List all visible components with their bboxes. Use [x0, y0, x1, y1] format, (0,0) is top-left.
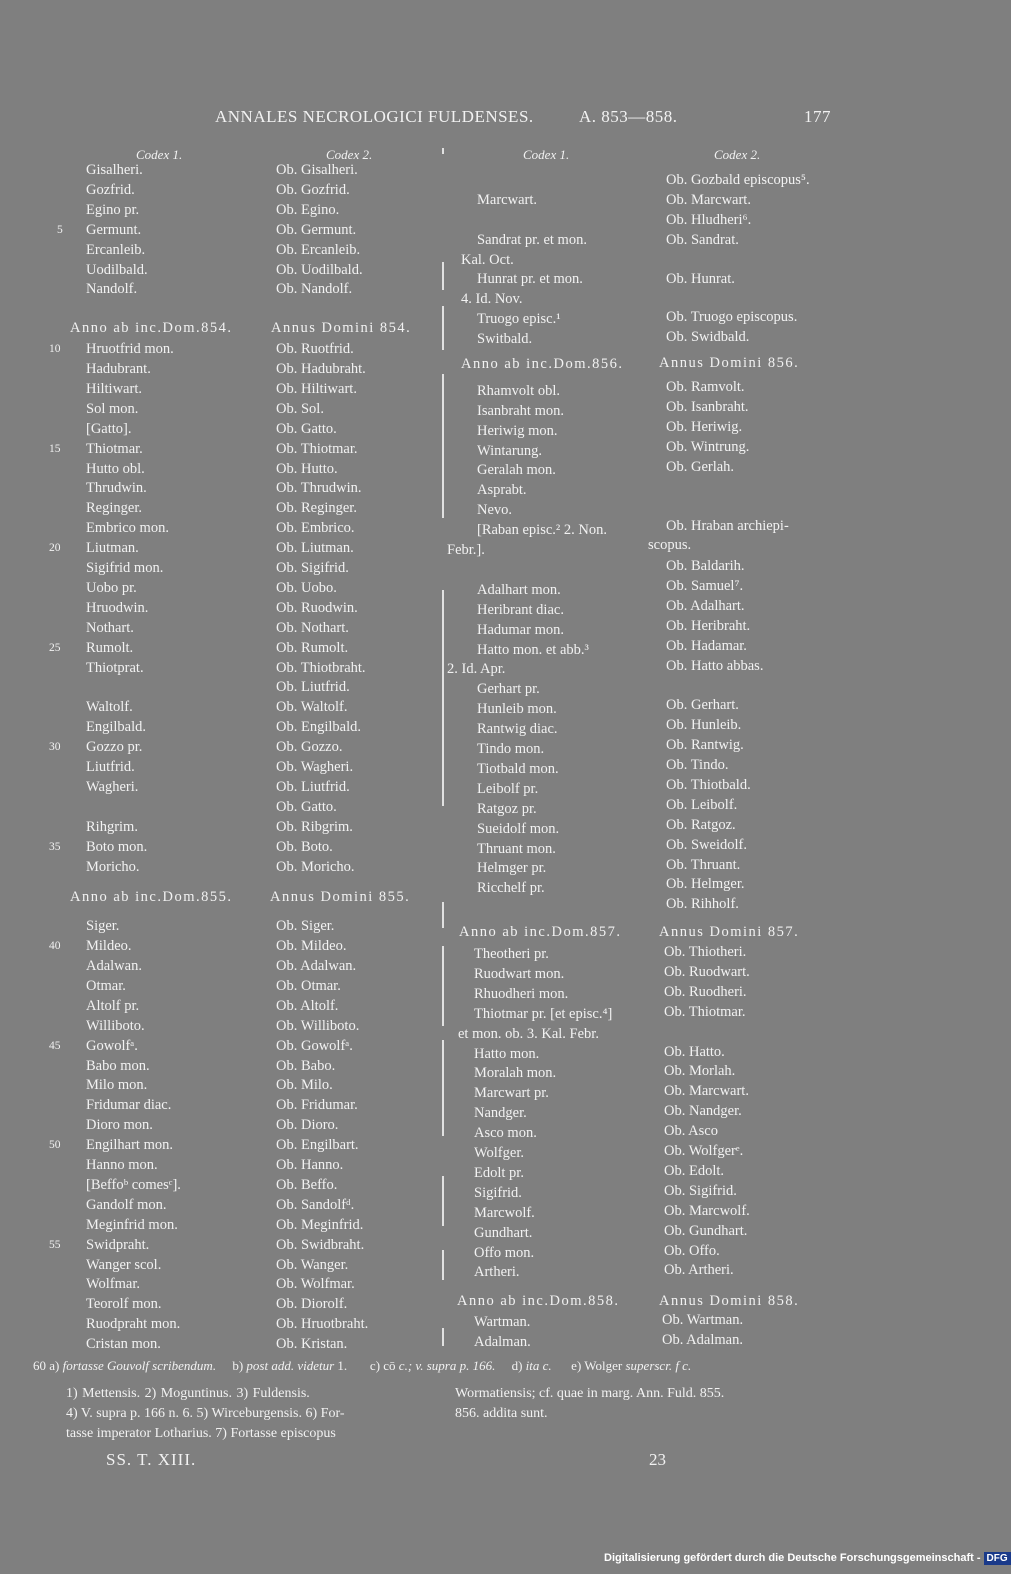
left-codex1-entry: Fridumar diac. [86, 1097, 172, 1113]
right-codex1-entry: 2. Id. Apr. [447, 661, 506, 677]
left-section-heading-codex2: Annus Domini 854. [271, 320, 412, 336]
left-codex2-entry: Ob. Thrudwin. [276, 480, 362, 496]
left-codex1-entry: Mildeo. [86, 938, 132, 954]
right-codex2-entry: Ob. Sweidolf. [666, 837, 747, 853]
right-codex2-entry: Ob. Morlah. [664, 1063, 736, 1079]
left-codex2-entry: Ob. Embrico. [276, 520, 355, 536]
note-right-line-2: 856. addita sunt. [455, 1406, 548, 1421]
year-range: A. 853—858. [579, 107, 678, 126]
right-codex2-entry: Ob. Asco [664, 1123, 718, 1139]
right-codex1-entry: Hatto mon. [474, 1046, 540, 1062]
left-codex1-entry: Hadubrant. [86, 361, 151, 377]
left-codex1-entry: Reginger. [86, 500, 142, 516]
right-codex2-entry: Ob. Adalhart. [666, 598, 745, 614]
right-codex1-entry: Heriwig mon. [477, 423, 558, 439]
left-codex2-entry: Ob. Thiotmar. [276, 441, 358, 457]
right-codex2-entry: scopus. [648, 537, 692, 553]
right-section-heading-codex1: Anno ab inc.Dom.857. [459, 924, 622, 940]
left-codex2-entry: Ob. Gozzo. [276, 739, 343, 755]
right-codex2-entry: Ob. Sandrat. [666, 232, 739, 248]
left-codex1-entry: Babo mon. [86, 1058, 150, 1074]
right-codex2-entry: Ob. Hatto. [664, 1044, 725, 1060]
left-codex2-entry: Ob. Hiltiwart. [276, 381, 357, 397]
left-codex1-entry: Hruotfrid mon. [86, 341, 174, 357]
left-codex1-entry: Ruodpraht mon. [86, 1316, 181, 1332]
right-codex2-entry: Ob. Adalman. [662, 1332, 743, 1348]
right-codex2-entry: Ob. Wintrung. [666, 439, 750, 455]
left-codex2-entry: Ob. Ruodwin. [276, 600, 358, 616]
left-codex1-entry: Hruodwin. [86, 600, 149, 616]
left-codex1-entry: Siger. [86, 918, 120, 934]
right-codex1-entry: Hatto mon. et abb.³ [477, 642, 589, 658]
right-codex2-entry: Ob. Ruodheri. [664, 984, 747, 1000]
right-codex1-entry: Isanbraht mon. [477, 403, 564, 419]
right-codex1-entry: Rantwig diac. [477, 721, 558, 737]
column-divider [442, 1328, 444, 1346]
right-codex1-entry: Ratgoz pr. [477, 801, 537, 817]
right-codex2-entry: Ob. Offo. [664, 1243, 720, 1259]
left-codex2-entry: Ob. Liutfrid. [276, 679, 350, 695]
right-codex1-entry: Marcwolf. [474, 1205, 535, 1221]
column-divider [442, 374, 444, 518]
left-codex2-entry: Ob. Gatto. [276, 799, 337, 815]
right-codex1-entry: Wintarung. [477, 443, 543, 459]
column-divider [442, 262, 444, 290]
left-codex2-entry: Ob. Wagheri. [276, 759, 354, 775]
left-codex1-entry: Rumolt. [86, 640, 134, 656]
left-codex2-entry: Ob. Wolfmar. [276, 1276, 355, 1292]
right-codex2-entry: Ob. Thiotbald. [666, 777, 751, 793]
line-number: 35 [49, 841, 61, 853]
left-codex1-entry: Williboto. [86, 1018, 145, 1034]
left-codex2-entry: Ob. Ercanleib. [276, 242, 361, 258]
footnote-b: b) post add. videtur 1. [232, 1358, 348, 1373]
left-codex2-entry: Ob. Meginfrid. [276, 1217, 364, 1233]
right-codex1-entry: Adalman. [474, 1334, 531, 1350]
left-codex1-entry: Boto mon. [86, 839, 148, 855]
right-codex1-entry: Kal. Oct. [461, 252, 514, 268]
left-codex2-entry: Ob. Sandolfᵈ. [276, 1197, 355, 1213]
footnote-line [33, 1358, 691, 1374]
right-codex2-entry: Ob. Isanbraht. [666, 399, 749, 415]
right-codex1-entry: Wolfger. [474, 1145, 524, 1161]
line-number: 20 [49, 542, 61, 554]
right-codex2-entry: Ob. Wartman. [662, 1312, 744, 1328]
left-codex1-entry: Adalwan. [86, 958, 142, 974]
line-number: 40 [49, 940, 61, 952]
right-codex1-entry: Hunleib mon. [477, 701, 557, 717]
right-codex1-entry: Tindo mon. [477, 741, 545, 757]
left-codex2-entry: Ob. Mildeo. [276, 938, 347, 954]
right-codex1-entry: Asprabt. [477, 482, 527, 498]
column-divider [442, 1250, 444, 1280]
note-line-1: 1) Mettensis. 2) Moguntinus. 3) Fuldensis. [66, 1386, 310, 1401]
footnote-line-number: 60 [33, 1358, 46, 1373]
left-codex2-entry: Ob. Babo. [276, 1058, 336, 1074]
right-codex1-entry: Truogo episc.¹ [477, 311, 561, 327]
right-codex1-entry: 4. Id. Nov. [461, 291, 523, 307]
left-codex2-entry: Ob. Beffo. [276, 1177, 338, 1193]
right-codex2-entry: Ob. Leibolf. [666, 797, 738, 813]
left-codex2-header: Codex 2. [326, 147, 373, 162]
right-section-heading-codex1: Anno ab inc.Dom.858. [457, 1293, 620, 1309]
right-codex2-entry: Ob. Rihholf. [666, 896, 739, 912]
column-divider [442, 590, 444, 806]
column-divider [442, 1176, 444, 1226]
left-codex2-entry: Ob. Milo. [276, 1077, 333, 1093]
line-number: 45 [49, 1040, 61, 1052]
left-codex1-entry: Sigifrid mon. [86, 560, 164, 576]
left-codex1-entry: Sol mon. [86, 401, 139, 417]
right-codex1-entry: Nevo. [477, 502, 513, 518]
right-codex1-entry: Marcwart. [477, 192, 537, 208]
left-codex2-entry: Ob. Nandolf. [276, 281, 353, 297]
left-codex2-entry: Ob. Gatto. [276, 421, 337, 437]
left-codex2-entry: Ob. Sol. [276, 401, 324, 417]
right-codex2-entry: Ob. Artheri. [664, 1262, 734, 1278]
left-codex1-entry: Cristan mon. [86, 1336, 161, 1352]
right-codex1-entry: Sandrat pr. et mon. [477, 232, 587, 248]
right-codex1-entry: Asco mon. [474, 1125, 537, 1141]
right-codex2-entry: Ob. Hludheri⁶. [666, 212, 752, 228]
left-codex1-entry: Otmar. [86, 978, 126, 994]
left-codex2-entry: Ob. Liutman. [276, 540, 354, 556]
column-divider [442, 902, 444, 928]
right-codex1-entry: Wartman. [474, 1314, 531, 1330]
left-codex2-entry: Ob. Sigifrid. [276, 560, 349, 576]
right-codex2-entry: Ob. Ratgoz. [666, 817, 736, 833]
page-number: 177 [804, 107, 831, 126]
right-codex2-entry: Ob. Baldarih. [666, 558, 745, 574]
left-codex2-entry: Ob. Thiotbraht. [276, 660, 366, 676]
right-codex2-entry: Ob. Ramvolt. [666, 379, 745, 395]
left-codex1-entry: Engilbald. [86, 719, 147, 735]
line-number: 30 [49, 741, 61, 753]
right-codex2-entry: Ob. Hunrat. [666, 271, 735, 287]
note-right-line-1: Wormatiensis; cf. quae in marg. Ann. Fuld. 855. [455, 1386, 725, 1401]
right-codex2-entry: Ob. Thiotmar. [664, 1004, 746, 1020]
right-codex1-entry: Marcwart pr. [474, 1085, 549, 1101]
left-codex1-entry: Germunt. [86, 222, 142, 238]
right-codex2-entry: Ob. Truogo episcopus. [666, 309, 798, 325]
right-codex1-entry: Ricchelf pr. [477, 880, 545, 896]
right-codex1-entry: Edolt pr. [474, 1165, 524, 1181]
right-codex2-entry: Ob. Samuel⁷. [666, 578, 744, 594]
left-codex2-entry: Ob. Moricho. [276, 859, 355, 875]
left-codex2-entry: Ob. Hadubraht. [276, 361, 366, 377]
left-codex1-entry: Uodilbald. [86, 262, 148, 278]
left-codex2-entry: Ob. Hutto. [276, 461, 338, 477]
right-codex2-entry: Ob. Heriwig. [666, 419, 743, 435]
sheet-number: 23 [649, 1450, 666, 1469]
right-codex2-header: Codex 2. [714, 147, 761, 162]
column-divider [442, 1040, 444, 1136]
right-codex2-entry: Ob. Gerhart. [666, 697, 739, 713]
line-number: 5 [57, 224, 63, 236]
note-line-3: tasse imperator Lotharius. 7) Fortasse episcopus [66, 1426, 336, 1441]
right-section-heading-codex2: Annus Domini 858. [659, 1293, 800, 1309]
left-codex1-entry: Uobo pr. [86, 580, 137, 596]
left-codex2-entry: Ob. Fridumar. [276, 1097, 358, 1113]
right-codex2-entry: Ob. Ruodwart. [664, 964, 750, 980]
left-codex1-entry: Engilhart mon. [86, 1137, 173, 1153]
left-codex1-entry: Swidpraht. [86, 1237, 150, 1253]
left-codex2-entry: Ob. Germunt. [276, 222, 357, 238]
right-codex1-entry: Heribrant diac. [477, 602, 564, 618]
left-codex2-entry: Ob. Reginger. [276, 500, 357, 516]
left-codex2-entry: Ob. Nothart. [276, 620, 349, 636]
right-codex1-entry: Offo mon. [474, 1245, 535, 1261]
right-codex2-entry: Ob. Helmger. [666, 876, 745, 892]
right-codex1-entry: et mon. ob. 3. Kal. Febr. [458, 1026, 599, 1042]
right-codex2-entry: Ob. Marcwart. [666, 192, 751, 208]
right-codex1-entry: Leibolf pr. [477, 781, 539, 797]
left-codex2-entry: Ob. Williboto. [276, 1018, 360, 1034]
right-codex1-entry: Febr.]. [447, 542, 485, 558]
left-codex2-entry: Ob. Swidbraht. [276, 1237, 365, 1253]
right-section-heading-codex2: Annus Domini 857. [659, 924, 800, 940]
left-codex2-entry: Ob. Kristan. [276, 1336, 348, 1352]
column-divider [442, 148, 444, 154]
right-codex2-entry: Ob. Hadamar. [666, 638, 747, 654]
right-codex1-entry: Tiotbald mon. [477, 761, 559, 777]
footnote-e: e) Wolger superscr. f c. [571, 1358, 692, 1373]
column-divider [442, 946, 444, 1026]
left-codex1-entry: Egino pr. [86, 202, 140, 218]
left-codex2-entry: Ob. Gowolfᵃ. [276, 1038, 353, 1054]
right-codex1-entry: Sueidolf mon. [477, 821, 560, 837]
right-codex1-entry: Sigifrid. [474, 1185, 522, 1201]
right-codex2-entry: Ob. Swidbald. [666, 329, 750, 345]
left-codex2-entry: Ob. Ruotfrid. [276, 341, 354, 357]
right-codex2-entry: Ob. Thiotheri. [664, 944, 747, 960]
left-codex2-entry: Ob. Altolf. [276, 998, 339, 1014]
left-codex1-entry: Meginfrid mon. [86, 1217, 178, 1233]
left-codex1-entry: Thrudwin. [86, 480, 147, 496]
footnote-a: a) fortasse Gouvolf scribendum. [49, 1358, 217, 1373]
left-codex1-entry: Thiotmar. [86, 441, 143, 457]
right-codex1-entry: Adalhart mon. [477, 582, 561, 598]
left-codex2-entry: Ob. Uobo. [276, 580, 337, 596]
left-codex2-entry: Ob. Uodilbald. [276, 262, 363, 278]
left-codex1-entry: Gisalheri. [86, 162, 143, 178]
left-codex2-entry: Ob. Hruotbraht. [276, 1316, 369, 1332]
right-codex1-entry: Thiotmar pr. [et episc.⁴] [474, 1006, 613, 1022]
right-codex2-entry: Ob. Heribraht. [666, 618, 751, 634]
left-codex1-entry: Embrico mon. [86, 520, 169, 536]
volume-signature: SS. T. XIII. [106, 1450, 197, 1469]
right-codex2-entry: Ob. Tindo. [666, 757, 729, 773]
line-number: 55 [49, 1239, 61, 1251]
column-divider [442, 306, 444, 350]
right-codex2-entry: Ob. Wolfgerᵉ. [664, 1143, 744, 1159]
left-codex2-entry: Ob. Hanno. [276, 1157, 344, 1173]
right-codex1-entry: Gundhart. [474, 1225, 533, 1241]
right-codex2-entry: Ob. Gerlah. [666, 459, 735, 475]
right-section-heading-codex2: Annus Domini 856. [659, 355, 800, 371]
left-codex2-entry: Ob. Gisalheri. [276, 162, 358, 178]
right-codex1-entry: Nandger. [474, 1105, 527, 1121]
left-section-heading-codex1: Anno ab inc.Dom.855. [70, 889, 233, 905]
right-codex2-entry: Ob. Edolt. [664, 1163, 725, 1179]
right-codex1-entry: [Raban episc.² 2. Non. [477, 522, 607, 538]
credit-text: Digitalisierung gefördert durch die Deutsche Forschungsgemeinschaft - [604, 1552, 981, 1564]
right-codex1-entry: Ruodwart mon. [474, 966, 565, 982]
right-codex2-entry: Ob. Gozbald episcopus⁵. [666, 172, 810, 188]
left-codex1-entry: Moricho. [86, 859, 140, 875]
line-number: 25 [49, 642, 61, 654]
left-codex1-entry: Gozzo pr. [86, 739, 143, 755]
right-codex1-entry: Hunrat pr. et mon. [477, 271, 583, 287]
left-codex1-entry: Thiotprat. [86, 660, 144, 676]
right-codex1-entry: Geralah mon. [477, 462, 556, 478]
left-codex2-entry: Ob. Gozfrid. [276, 182, 350, 198]
left-codex1-entry: Dioro mon. [86, 1117, 153, 1133]
right-codex2-entry: Ob. Thruant. [666, 857, 741, 873]
left-codex1-entry: Altolf pr. [86, 998, 140, 1014]
footnote-d: d) ita c. [511, 1358, 552, 1373]
left-codex1-entry: [Gatto]. [86, 421, 132, 437]
left-codex2-entry: Ob. Dioro. [276, 1117, 339, 1133]
left-codex1-entry: Gozfrid. [86, 182, 135, 198]
left-codex1-entry: Teorolf mon. [86, 1296, 162, 1312]
left-codex1-entry: Hiltiwart. [86, 381, 142, 397]
left-codex1-entry: Ercanleib. [86, 242, 146, 258]
note-line-2: 4) V. supra p. 166 n. 6. 5) Wirceburgensis. 6) For- [66, 1406, 345, 1421]
right-codex2-entry: Ob. Hunleib. [666, 717, 742, 733]
right-codex2-entry: Ob. Hatto abbas. [666, 658, 764, 674]
left-codex2-entry: Ob. Egino. [276, 202, 340, 218]
left-codex1-entry: Gandolf mon. [86, 1197, 167, 1213]
right-codex2-entry: Ob. Marcwart. [664, 1083, 749, 1099]
left-codex1-entry: Hanno mon. [86, 1157, 158, 1173]
left-codex2-entry: Ob. Adalwan. [276, 958, 357, 974]
left-codex1-entry: Waltolf. [86, 699, 133, 715]
line-number: 15 [49, 443, 61, 455]
right-codex1-entry: Switbald. [477, 331, 533, 347]
right-codex1-entry: Gerhart pr. [477, 681, 540, 697]
right-codex1-header: Codex 1. [523, 147, 570, 162]
left-codex1-entry: Nandolf. [86, 281, 138, 297]
right-codex1-entry: Rhuodheri mon. [474, 986, 569, 1002]
left-codex2-entry: Ob. Siger. [276, 918, 335, 934]
left-section-heading-codex1: Anno ab inc.Dom.854. [70, 320, 233, 336]
line-number: 10 [49, 343, 61, 355]
right-codex1-entry: Thruant mon. [477, 841, 556, 857]
right-codex1-entry: Hadumar mon. [477, 622, 564, 638]
right-codex2-entry: Ob. Marcwolf. [664, 1203, 750, 1219]
left-codex2-entry: Ob. Wanger. [276, 1257, 349, 1273]
left-codex1-entry: Rihgrim. [86, 819, 138, 835]
left-codex2-entry: Ob. Engilbald. [276, 719, 361, 735]
left-codex2-entry: Ob. Waltolf. [276, 699, 348, 715]
right-codex1-entry: Moralah mon. [474, 1065, 557, 1081]
left-codex1-entry: Liutfrid. [86, 759, 135, 775]
left-codex1-entry: Gowolfᵃ. [86, 1038, 138, 1054]
running-title: ANNALES NECROLOGICI FULDENSES. [215, 107, 534, 126]
left-codex2-entry: Ob. Diorolf. [276, 1296, 348, 1312]
right-codex2-entry: Ob. Hraban archiepi- [666, 518, 789, 534]
left-codex1-entry: [Beffoᵇ comesᶜ]. [86, 1177, 181, 1193]
right-codex2-entry: Ob. Rantwig. [666, 737, 744, 753]
left-codex2-entry: Ob. Ribgrim. [276, 819, 353, 835]
left-codex2-entry: Ob. Rumolt. [276, 640, 349, 656]
left-section-heading-codex2: Annus Domini 855. [270, 889, 411, 905]
right-codex2-entry: Ob. Gundhart. [664, 1223, 748, 1239]
left-codex2-entry: Ob. Boto. [276, 839, 333, 855]
left-codex1-header: Codex 1. [136, 147, 183, 162]
left-codex1-entry: Hutto obl. [86, 461, 145, 477]
left-codex1-entry: Wolfmar. [86, 1276, 140, 1292]
right-codex1-entry: Theotheri pr. [474, 946, 549, 962]
right-section-heading-codex1: Anno ab inc.Dom.856. [461, 356, 624, 372]
left-codex1-entry: Milo mon. [86, 1077, 148, 1093]
right-codex2-entry: Ob. Nandger. [664, 1103, 742, 1119]
line-number: 50 [49, 1139, 61, 1151]
dfg-logo: DFG [984, 1552, 1011, 1565]
left-codex1-entry: Liutman. [86, 540, 139, 556]
left-codex1-entry: Wanger scol. [86, 1257, 162, 1273]
right-codex2-entry: Ob. Sigifrid. [664, 1183, 737, 1199]
right-codex1-entry: Artheri. [474, 1264, 520, 1280]
right-codex1-entry: Helmger pr. [477, 860, 547, 876]
left-codex2-entry: Ob. Otmar. [276, 978, 341, 994]
left-codex2-entry: Ob. Liutfrid. [276, 779, 350, 795]
right-codex1-entry: Rhamvolt obl. [477, 383, 560, 399]
left-codex1-entry: Nothart. [86, 620, 134, 636]
left-codex2-entry: Ob. Engilbart. [276, 1137, 359, 1153]
digitization-credit [604, 1552, 1011, 1565]
footnote-c: c) cō c.; v. supra p. 166. [369, 1358, 496, 1373]
left-codex1-entry: Wagheri. [86, 779, 139, 795]
